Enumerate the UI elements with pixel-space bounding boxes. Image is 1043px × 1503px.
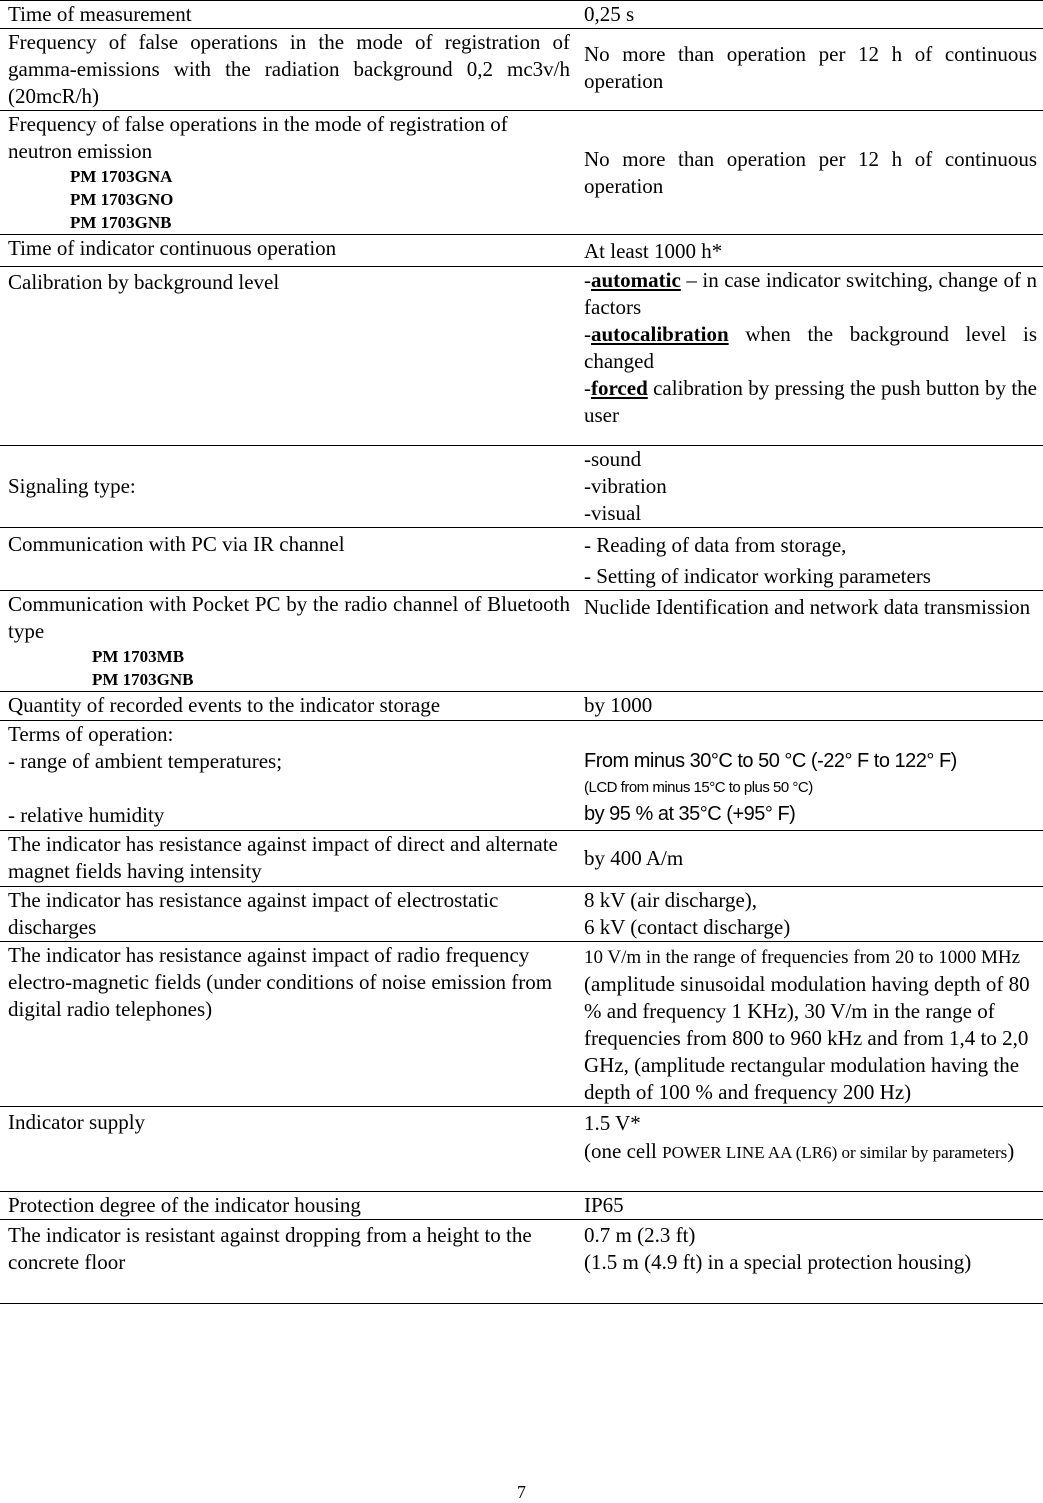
model-name: PM 1703GNB xyxy=(70,213,172,232)
value-cell: 10 V/m in the range of frequencies from 20 to 1000 MHz (amplitude sinusoidal modulation having depth of 80 % and frequency 1 KHz), 30 V/m in the range of frequencies from 800 to 960 kHz and from 1,4 to 2,0 GHz, (amplitude rectangular modulation having the depth of 100 % and frequency 200 Hz) xyxy=(576,942,1043,1107)
table-row xyxy=(0,887,1043,942)
page-number: 7 xyxy=(517,1482,526,1502)
value-cell: IP65 xyxy=(576,1192,1043,1220)
calibration-keyword: automatic xyxy=(591,268,681,292)
param-cell: Communication with PC via IR channel xyxy=(0,528,576,591)
value-cell xyxy=(576,267,1043,446)
table-row xyxy=(0,1107,1043,1192)
value-cell: No more than operation per 12 h of continuous operation xyxy=(576,111,1043,235)
value-cell: by 1000 xyxy=(576,692,1043,721)
param-cell: Communication with Pocket PC by the radio channel of Bluetooth type PM 1703MB PM 1703GNB xyxy=(0,591,576,692)
param-cell: Terms of operation: - range of ambient temperatures; - relative humidity xyxy=(0,721,576,831)
table-row xyxy=(0,942,1043,1107)
value-cell: At least 1000 h* xyxy=(576,235,1043,267)
model-name: PM 1703MB xyxy=(92,647,185,666)
param-cell: The indicator has resistance against impact of electrostatic discharges xyxy=(0,887,576,942)
value-cell: No more than operation per 12 h of continuous operation xyxy=(576,29,1043,111)
param-cell: The indicator is resistant against dropping from a height to the concrete floor xyxy=(0,1220,576,1304)
table-row xyxy=(0,721,1043,831)
value-cell: 0.7 m (2.3 ft) (1.5 m (4.9 ft) in a special protection housing) xyxy=(576,1220,1043,1304)
value-cell: 0,25 s xyxy=(576,1,1043,29)
calibration-item: -forced calibration by pressing the push button by the user xyxy=(584,376,1037,427)
model-name: PM 1703GNB xyxy=(92,670,194,689)
model-name: PM 1703GNO xyxy=(70,190,174,209)
calibration-keyword: forced xyxy=(591,376,648,400)
table-row xyxy=(0,692,1043,721)
param-cell: Time of measurement xyxy=(0,1,576,29)
table-row xyxy=(0,29,1043,111)
value-cell: - Reading of data from storage, - Setting of indicator working parameters xyxy=(576,528,1043,591)
param-cell: Protection degree of the indicator housing xyxy=(0,1192,576,1220)
value-cell: From minus 30°C to 50 °C (-22° F to 122° F) (LCD from minus 15°C to plus 50 °C) by 95 % at 35°C (+95° F) xyxy=(576,721,1043,831)
param-cell: Time of indicator continuous operation xyxy=(0,235,576,267)
table-row xyxy=(0,591,1043,692)
param-cell: Frequency of false operations in the mode of registration of gamma-emissions with the radiation background 0,2 mc3v/h (20mcR/h) xyxy=(0,29,576,111)
table-row xyxy=(0,831,1043,887)
table-row xyxy=(0,1192,1043,1220)
value-cell: Nuclide Identification and network data transmission xyxy=(576,591,1043,692)
calibration-item: -automatic – in case indicator switching, change of n factors xyxy=(584,268,1037,319)
param-cell: Calibration by background level xyxy=(0,267,576,446)
table-row xyxy=(0,235,1043,267)
table-row xyxy=(0,1,1043,29)
table-row xyxy=(0,528,1043,591)
calibration-keyword: autocalibration xyxy=(591,322,729,346)
param-cell: Indicator supply xyxy=(0,1107,576,1192)
param-cell: The indicator has resistance against impact of radio frequency electro-magnetic fields (under conditions of noise emission from digital radio telephones) xyxy=(0,942,576,1107)
value-cell: 1.5 V* (one cell POWER LINE AA (LR6) or similar by parameters) xyxy=(576,1107,1043,1192)
table-row xyxy=(0,446,1043,528)
value-cell: by 400 A/m xyxy=(576,831,1043,887)
table-row xyxy=(0,267,1043,446)
table-row xyxy=(0,111,1043,235)
param-cell: Quantity of recorded events to the indicator storage xyxy=(0,692,576,721)
calibration-item: -autocalibration when the background level is changed xyxy=(584,322,1037,373)
value-cell: -sound -vibration -visual xyxy=(576,446,1043,528)
param-cell: The indicator has resistance against impact of direct and alternate magnet fields having intensity xyxy=(0,831,576,887)
param-cell: Signaling type: xyxy=(0,446,576,528)
model-name: PM 1703GNA xyxy=(70,167,173,186)
param-cell: Frequency of false operations in the mode of registration of neutron emission PM 1703GNA PM 1703GNO PM 1703GNB xyxy=(0,111,576,235)
table-row xyxy=(0,1220,1043,1304)
value-cell: 8 kV (air discharge), 6 kV (contact discharge) xyxy=(576,887,1043,942)
